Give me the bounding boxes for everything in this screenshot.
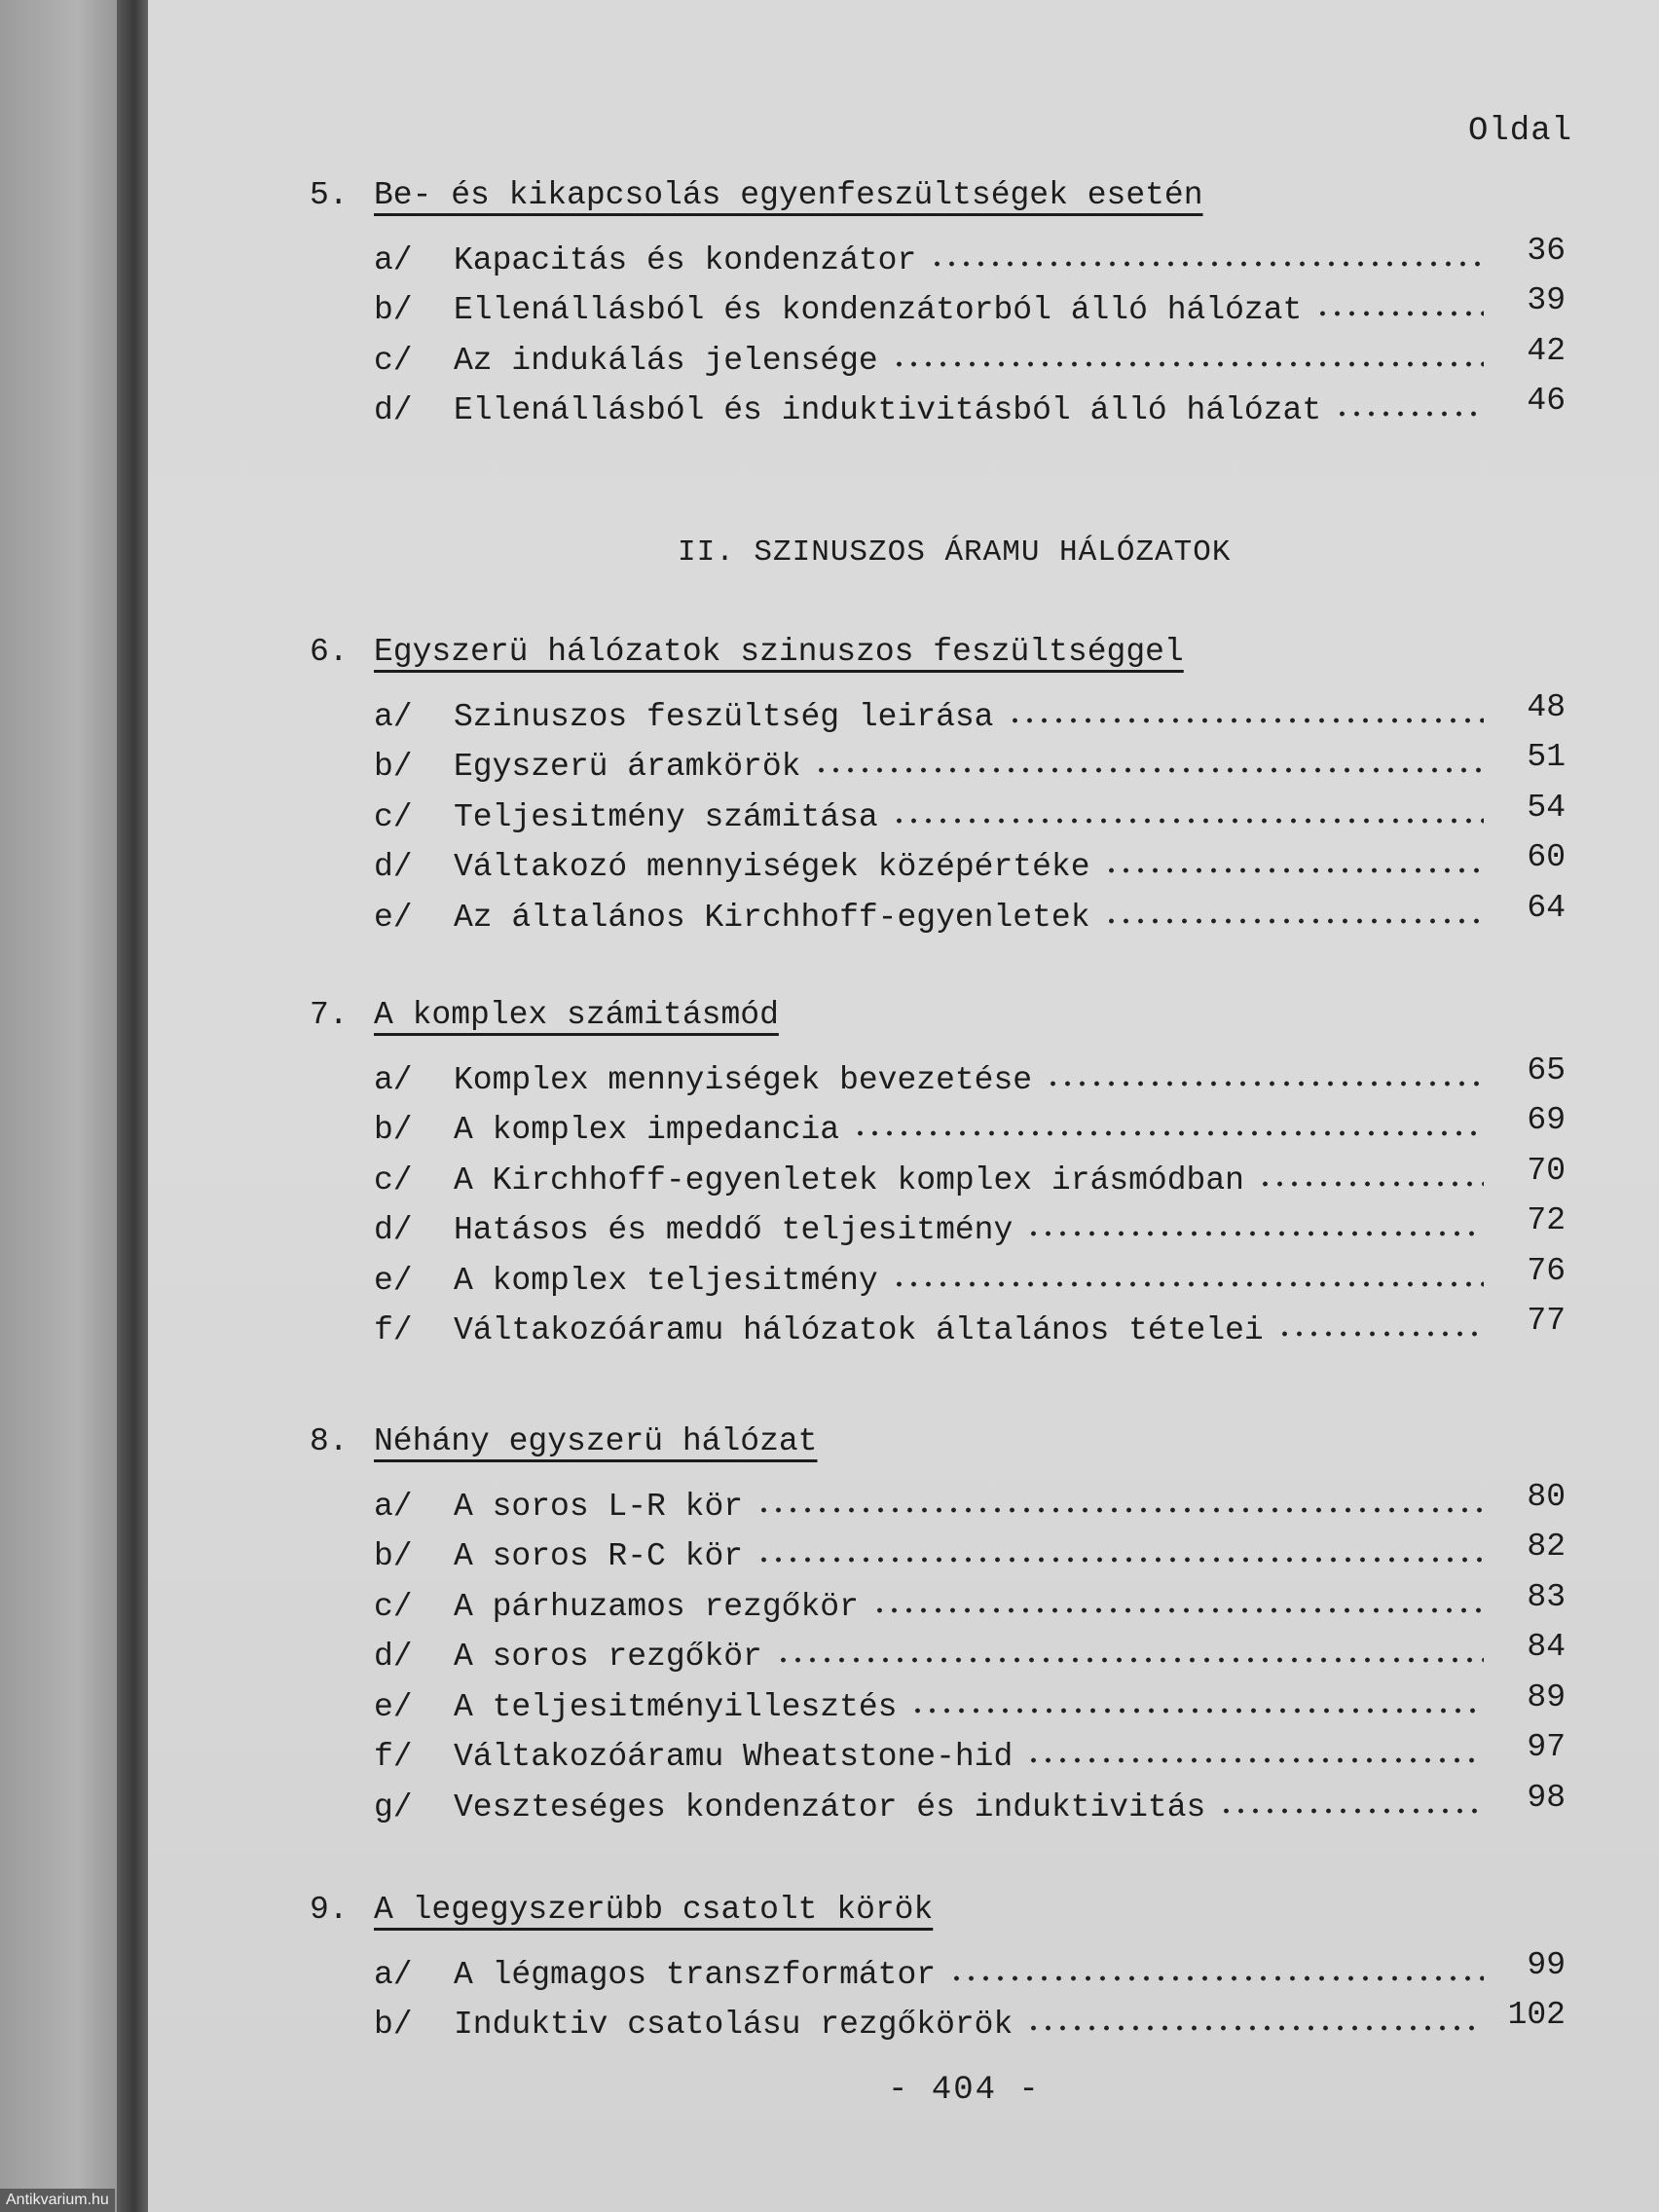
entry-page-number: 82 xyxy=(1527,1529,1566,1565)
entry-title: Veszteséges kondenzátor és induktivitás xyxy=(454,1788,1206,1825)
entry-page-number: 89 xyxy=(1527,1678,1566,1715)
toc-entry xyxy=(310,1525,1566,1575)
dot-leader xyxy=(1026,2025,1484,2031)
toc-entry xyxy=(310,379,1566,429)
dot-leader xyxy=(1277,1331,1484,1337)
entry-list xyxy=(310,1048,1566,1348)
dot-leader xyxy=(872,1607,1484,1613)
entry-page-number: 102 xyxy=(1507,1997,1566,2033)
entry-page-number: 99 xyxy=(1527,1946,1566,1983)
entry-page-number: 69 xyxy=(1527,1102,1566,1138)
section-heading xyxy=(310,171,1566,220)
toc-entry xyxy=(310,735,1566,786)
toc-entry xyxy=(310,1248,1566,1299)
entry-page-number: 64 xyxy=(1527,889,1566,926)
watermark: Antikvarium.hu xyxy=(0,2189,115,2212)
toc-entry xyxy=(310,1725,1566,1776)
toc-entry xyxy=(310,228,1566,278)
entry-letter: a/ xyxy=(374,1488,413,1525)
entry-title: A soros L-R kör xyxy=(454,1488,744,1525)
entry-letter: a/ xyxy=(374,698,413,735)
toc-entry xyxy=(310,885,1566,936)
entry-title: A teljesitményillesztés xyxy=(454,1688,898,1725)
entry-page-number: 77 xyxy=(1527,1303,1566,1339)
section-number: 6. xyxy=(310,634,349,670)
dot-leader xyxy=(1026,1757,1484,1763)
toc-entry xyxy=(310,1942,1566,1993)
section-heading xyxy=(310,1418,1566,1466)
entry-page-number: 36 xyxy=(1527,232,1566,269)
entry-page-number: 70 xyxy=(1527,1152,1566,1189)
entry-title: Egyszerü áramkörök xyxy=(454,749,801,785)
entry-letter: g/ xyxy=(374,1788,413,1825)
toc-section xyxy=(310,171,1566,428)
toc-entry xyxy=(310,1574,1566,1625)
section-heading xyxy=(310,991,1566,1040)
entry-title: Hatásos és meddő teljesitmény xyxy=(454,1212,1014,1248)
entry-title: Váltakozóáramu hálózatok általános tételei xyxy=(454,1312,1264,1348)
dot-leader xyxy=(1008,718,1485,723)
section-title: Egyszerü hálózatok szinuszos feszültséggel xyxy=(374,634,1184,670)
entry-title: Teljesitmény számitása xyxy=(454,798,878,835)
entry-letter: f/ xyxy=(374,1312,413,1348)
toc-section xyxy=(310,1418,1566,1825)
dot-leader xyxy=(930,261,1484,267)
entry-letter: d/ xyxy=(374,1639,413,1675)
toc-entry xyxy=(310,1993,1566,2044)
section-heading xyxy=(310,1886,1566,1935)
entry-letter: f/ xyxy=(374,1739,413,1775)
dot-leader xyxy=(892,818,1484,824)
entry-list xyxy=(310,1474,1566,1825)
toc-entry xyxy=(310,1048,1566,1098)
toc-entry xyxy=(310,1625,1566,1676)
entry-page-number: 84 xyxy=(1527,1629,1566,1665)
entry-letter: d/ xyxy=(374,1212,413,1248)
entry-letter: a/ xyxy=(374,1061,413,1098)
dot-leader xyxy=(1026,1231,1484,1236)
toc-entry xyxy=(310,1198,1566,1249)
entry-letter: c/ xyxy=(374,342,413,379)
entry-title: Komplex mennyiségek bevezetése xyxy=(454,1061,1033,1098)
entry-letter: e/ xyxy=(374,1262,413,1299)
toc-section xyxy=(310,628,1566,936)
entry-page-number: 51 xyxy=(1527,739,1566,775)
entry-letter: a/ xyxy=(374,241,413,278)
entry-page-number: 80 xyxy=(1527,1478,1566,1515)
entry-letter: b/ xyxy=(374,749,413,785)
toc-entry xyxy=(310,278,1566,329)
dot-leader xyxy=(1335,411,1484,417)
dot-leader xyxy=(949,1975,1484,1981)
section-title: A komplex számitásmód xyxy=(374,997,779,1033)
toc-entry xyxy=(310,1474,1566,1525)
dot-leader xyxy=(756,1557,1484,1563)
entry-page-number: 60 xyxy=(1527,839,1566,875)
dot-leader xyxy=(1219,1808,1484,1814)
section-number: 5. xyxy=(310,177,349,213)
entry-letter: d/ xyxy=(374,392,413,428)
entry-list xyxy=(310,228,1566,428)
entry-letter: e/ xyxy=(374,899,413,936)
entry-title: Ellenállásból és induktivitásból álló hálózat xyxy=(454,392,1322,428)
entry-letter: b/ xyxy=(374,1112,413,1148)
toc-entry xyxy=(310,785,1566,835)
entry-letter: b/ xyxy=(374,2007,413,2043)
entry-page-number: 46 xyxy=(1527,383,1566,419)
entry-title: Az általános Kirchhoff-egyenletek xyxy=(454,899,1090,936)
toc-entry xyxy=(310,1098,1566,1149)
entry-page-number: 42 xyxy=(1527,332,1566,369)
toc-entry xyxy=(310,684,1566,735)
entry-letter: b/ xyxy=(374,292,413,328)
entry-letter: a/ xyxy=(374,1956,413,1993)
entry-title: A komplex teljesitmény xyxy=(454,1262,878,1299)
dot-leader xyxy=(853,1130,1484,1136)
toc-entry xyxy=(310,835,1566,886)
page-number: - 404 - xyxy=(888,2072,1041,2109)
toc-section xyxy=(310,991,1566,1348)
entry-title: A komplex impedancia xyxy=(454,1112,840,1148)
dot-leader xyxy=(756,1507,1484,1513)
entry-page-number: 83 xyxy=(1527,1578,1566,1615)
entry-title: Váltakozóáramu Wheatstone-hid xyxy=(454,1739,1014,1775)
entry-page-number: 97 xyxy=(1527,1729,1566,1765)
entry-letter: e/ xyxy=(374,1688,413,1725)
entry-page-number: 72 xyxy=(1527,1202,1566,1238)
entry-letter: b/ xyxy=(374,1538,413,1574)
entry-title: A légmagos transzformátor xyxy=(454,1956,937,1993)
dot-leader xyxy=(892,1281,1484,1287)
entry-title: A soros rezgőkör xyxy=(454,1639,762,1675)
dot-leader xyxy=(892,361,1484,367)
section-title: Be- és kikapcsolás egyenfeszültségek esetén xyxy=(374,177,1203,213)
part-title: II. SZINUSZOS ÁRAMU HÁLÓZATOK xyxy=(678,535,1232,570)
entry-title: A soros R-C kör xyxy=(454,1538,744,1574)
left-margin xyxy=(0,0,129,2212)
entry-title: Induktiv csatolásu rezgőkörök xyxy=(454,2007,1014,2043)
entry-title: Váltakozó mennyiségek középértéke xyxy=(454,849,1090,885)
entry-letter: c/ xyxy=(374,798,413,835)
section-title: A legegyszerübb csatolt körök xyxy=(374,1892,934,1928)
dot-leader xyxy=(1104,918,1484,924)
entry-title: Az indukálás jelensége xyxy=(454,342,878,379)
dot-leader xyxy=(814,767,1484,773)
section-heading xyxy=(310,628,1566,677)
dot-leader xyxy=(1046,1081,1484,1087)
page-column-header: Oldal xyxy=(1468,113,1573,150)
entry-title: Ellenállásból és kondenzátorból álló hálózat xyxy=(454,292,1303,328)
entry-page-number: 98 xyxy=(1527,1779,1566,1816)
toc-entry xyxy=(310,328,1566,379)
entry-page-number: 65 xyxy=(1527,1051,1566,1088)
entry-letter: d/ xyxy=(374,849,413,885)
entry-letter: c/ xyxy=(374,1161,413,1198)
dot-leader xyxy=(776,1657,1484,1663)
entry-list xyxy=(310,684,1566,936)
section-title: Néhány egyszerü hálózat xyxy=(374,1423,818,1459)
entry-list xyxy=(310,1942,1566,2043)
entry-letter: c/ xyxy=(374,1588,413,1625)
entry-page-number: 76 xyxy=(1527,1252,1566,1289)
entry-page-number: 39 xyxy=(1527,282,1566,318)
toc-entry xyxy=(310,1299,1566,1349)
entry-page-number: 54 xyxy=(1527,789,1566,826)
entry-page-number: 48 xyxy=(1527,688,1566,725)
toc-section xyxy=(310,1886,1566,2043)
dot-leader xyxy=(910,1708,1484,1714)
entry-title: A párhuzamos rezgőkör xyxy=(454,1588,859,1625)
entry-title: A Kirchhoff-egyenletek komplex irásmódban xyxy=(454,1161,1244,1198)
entry-title: Szinuszos feszültség leirása xyxy=(454,698,994,735)
section-number: 7. xyxy=(310,997,349,1033)
entry-title: Kapacitás és kondenzátor xyxy=(454,241,917,278)
dot-leader xyxy=(1258,1181,1484,1187)
toc-entry xyxy=(310,1148,1566,1198)
toc-entry xyxy=(310,1775,1566,1825)
dot-leader xyxy=(1104,867,1484,873)
section-number: 8. xyxy=(310,1423,349,1459)
dot-leader xyxy=(1315,311,1484,316)
toc-entry xyxy=(310,1675,1566,1725)
section-number: 9. xyxy=(310,1892,349,1928)
